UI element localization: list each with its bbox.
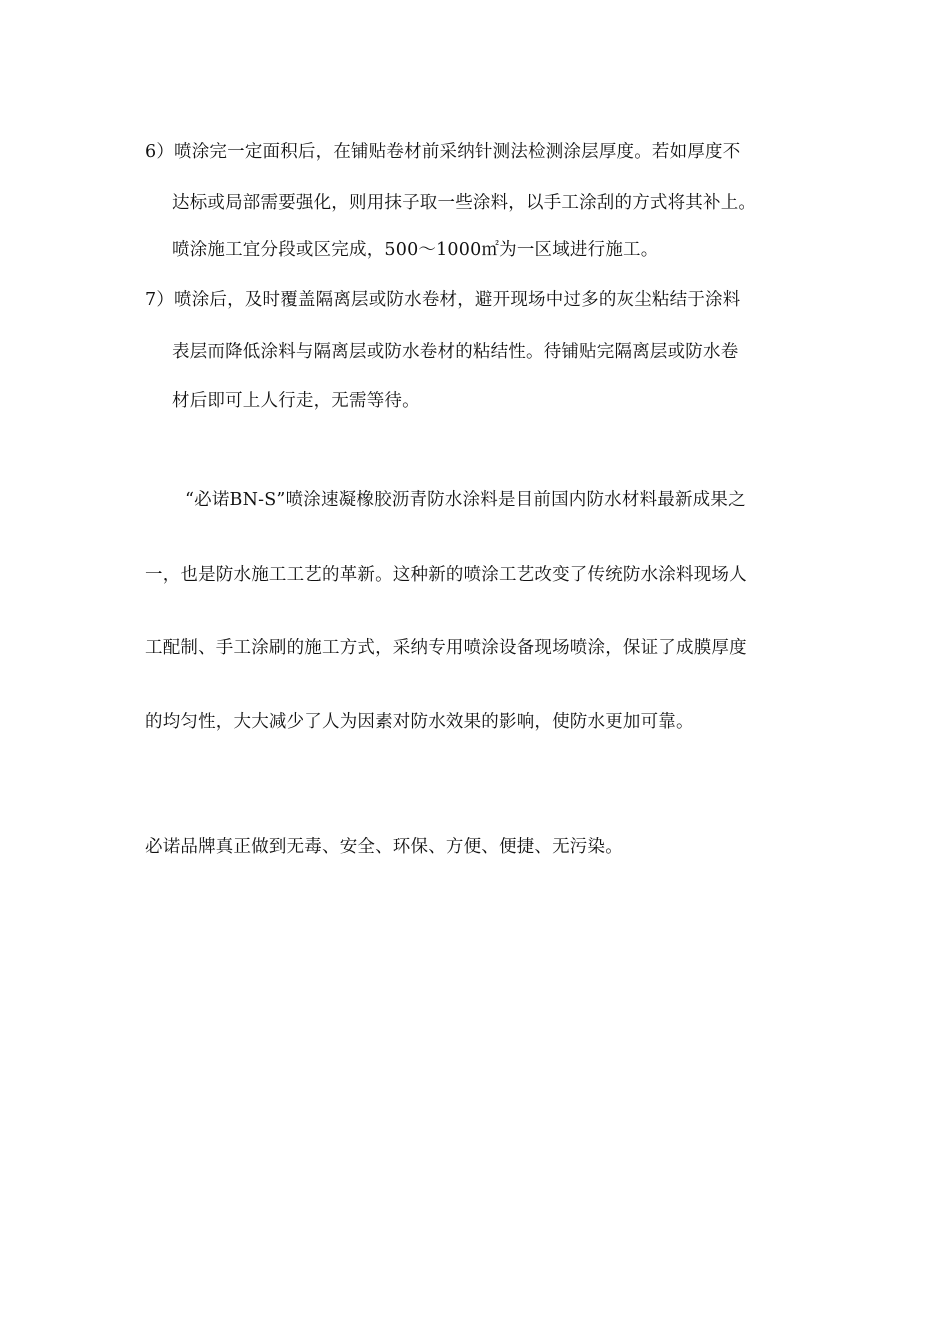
paragraph-line-2: 一，也是防水施工工艺的革新。这种新的喷涂工艺改变了传统防水涂料现场人 <box>145 565 747 585</box>
closing-statement: 必诺品牌真正做到无毒、安全、环保、方便、便捷、无污染。 <box>145 837 623 857</box>
paragraph-line-3: 工配制、手工涂刷的施工方式，采纳专用喷涂设备现场喷涂，保证了成膜厚度 <box>145 638 747 658</box>
item-6-line-3: 喷涂施工宜分段或区完成，500～1000㎡为一区域进行施工。 <box>172 240 659 260</box>
paragraph-line-1: “必诺BN-S”喷涂速凝橡胶沥青防水涂料是目前国内防水材料最新成果之 <box>185 490 746 510</box>
item-7-line-3: 材后即可上人行走，无需等待。 <box>172 391 420 411</box>
item-6-line-1: 6）喷涂完一定面积后，在铺贴卷材前采纳针测法检测涂层厚度。若如厚度不 <box>145 142 741 162</box>
item-6-line-2: 达标或局部需要强化，则用抹子取一些涂料，以手工涂刮的方式将其补上。 <box>172 193 757 213</box>
paragraph-line-4: 的均匀性，大大减少了人为因素对防水效果的影响，使防水更加可靠。 <box>145 712 694 732</box>
item-7-line-1: 7）喷涂后，及时覆盖隔离层或防水卷材，避开现场中过多的灰尘粘结于涂料 <box>145 290 741 310</box>
item-7-line-2: 表层而降低涂料与隔离层或防水卷材的粘结性。待铺贴完隔离层或防水卷 <box>172 342 739 362</box>
